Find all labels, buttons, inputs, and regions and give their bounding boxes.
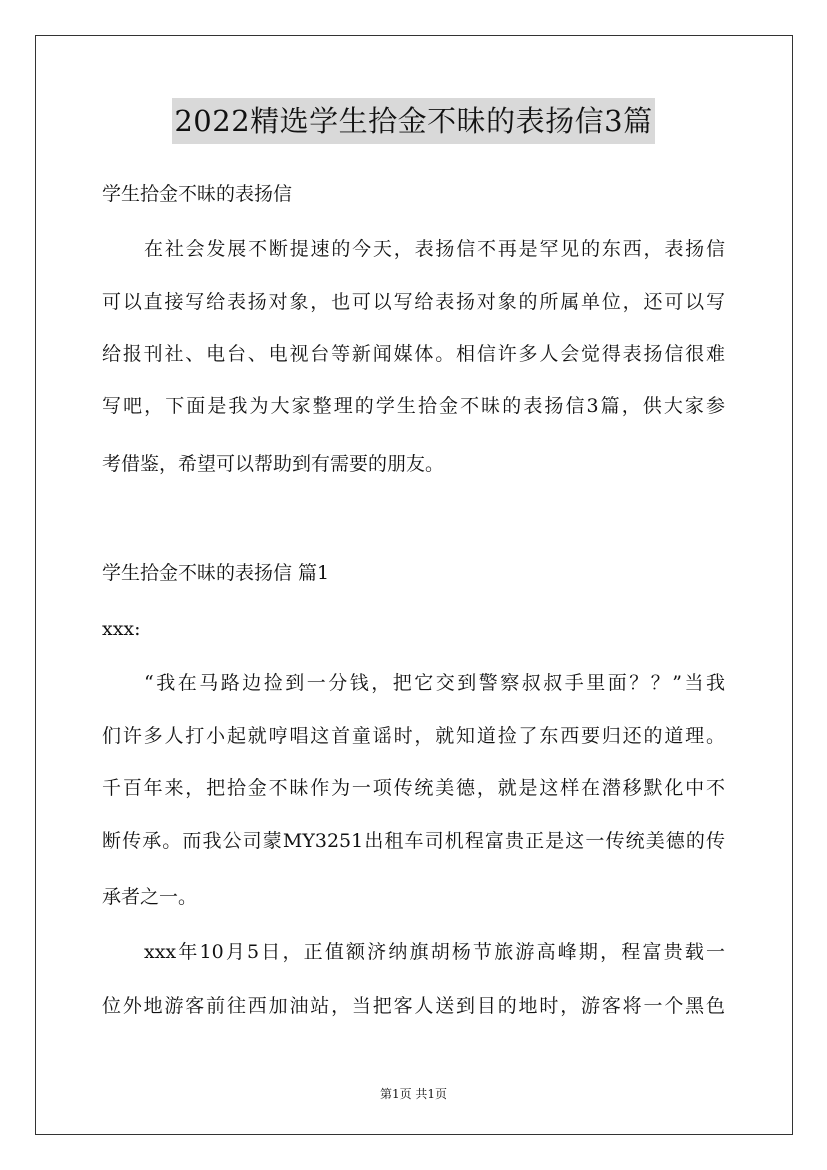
page-footer: 第1页 共1页 (379, 1087, 448, 1101)
intro-line: 写吧，下面是我为大家整理的学生拾金不昧的表扬信3篇，供大家参 (102, 395, 725, 417)
paragraph-line: 们许多人打小起就哼唱这首童谣时，就知道捡了东西要归还的道理。 (102, 725, 725, 747)
salutation: xxx: (102, 618, 141, 640)
paragraph-line: xxx年10月5日，正值额济纳旗胡杨节旅游高峰期，程富贵载一 (144, 941, 725, 963)
paragraph-line: 承者之一。 (102, 886, 198, 908)
paragraph-line: 千百年来，把拾金不昧作为一项传统美德，就是这样在潜移默化中不 (102, 777, 725, 799)
paragraph-line: 断传承。而我公司蒙MY3251出租车司机程富贵正是这一传统美德的传 (102, 830, 725, 852)
section-heading: 学生拾金不昧的表扬信 篇1 (102, 562, 330, 584)
intro-line: 在社会发展不断提速的今天，表扬信不再是罕见的东西，表扬信 (144, 238, 725, 260)
paragraph-line: “我在马路边捡到一分钱，把它交到警察叔叔手里面？？”当我 (144, 672, 725, 694)
paragraph-line: 位外地游客前往西加油站，当把客人送到目的地时，游客将一个黑色 (102, 995, 725, 1017)
document-title: 2022精选学生拾金不昧的表扬信3篇 (172, 98, 654, 144)
intro-line: 可以直接写给表扬对象，也可以写给表扬对象的所属单位，还可以写 (102, 291, 725, 313)
intro-line: 考借鉴，希望可以帮助到有需要的朋友。 (102, 453, 445, 475)
intro-heading: 学生拾金不昧的表扬信 (102, 183, 293, 205)
title-wrap (0, 98, 827, 144)
intro-line: 给报刊社、电台、电视台等新闻媒体。相信许多人会觉得表扬信很难 (102, 343, 725, 365)
